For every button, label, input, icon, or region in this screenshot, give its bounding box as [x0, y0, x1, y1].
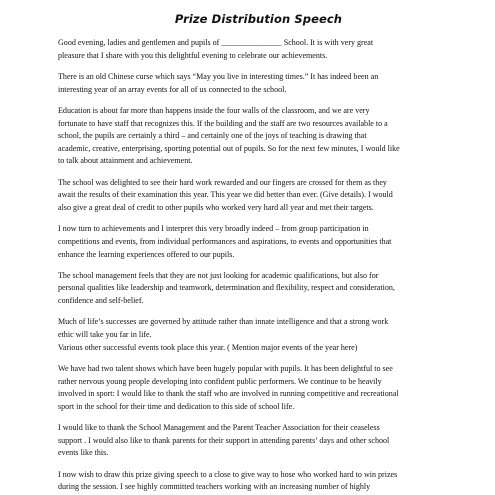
paragraph-line: I now wish to draw this prize giving speech to a close to give way to hose who worked hard to win prizes	[58, 469, 398, 479]
paragraph-line: school, the pupils are certainly a third – and certainly one of the joys of teaching is drawing that	[58, 131, 367, 141]
speech-paragraph	[58, 270, 459, 308]
paragraph-line: Good evening, ladies and gentlemen and pupils of _______________ School. It is with very great	[58, 38, 374, 47]
speech-paragraph	[58, 422, 459, 460]
paragraph-line: also give a great deal of credit to other pupils who worked very hard all year and met their targets.	[58, 202, 374, 212]
paragraph-line: I now turn to achievements and I interpret this very broadly indeed – from group participation in	[58, 224, 369, 234]
paragraph-line: during the session. I see highly committed teachers working with an increasing number of highly	[58, 482, 371, 492]
paragraph-line: sport in the school for their time and dedication to this side of school life.	[58, 401, 295, 411]
paragraph-line: competitions and events, from individual performances and aspirations, to events and opportunities that	[58, 236, 392, 246]
paragraph-line: The school management feels that they are not just looking for academic qualifications, but also for	[58, 270, 379, 280]
speech-paragraph	[58, 177, 459, 215]
paragraph-line: academic, creative, enterprising, sporting potential out of pupils. So for the next few minutes, I would like	[58, 143, 400, 153]
paragraph-line: The school was delighted to see their hard work rewarded and our fingers are crossed for them as they	[58, 177, 387, 187]
paragraph-line: enhance the learning experiences offered to our pupils.	[58, 249, 235, 259]
paragraph-line: I would like to thank the School Management and the Parent Teacher Association for their ceaseless	[58, 423, 380, 433]
paragraph-line: support . I would also like to thank parents for their support in attending parents’ days and other school	[58, 435, 390, 445]
paragraph-line: Much of life’s successes are governed by attitude rather than innate intelligence and that a strong work	[58, 317, 389, 327]
speech-paragraph	[58, 316, 459, 354]
paragraph-line: Education is about far more than happens inside the four walls of the classroom, and we are very	[58, 105, 370, 115]
speech-paragraph	[58, 71, 459, 96]
document-title: Prize Distribution Speech	[174, 12, 343, 26]
speech-body	[58, 37, 459, 494]
paragraph-line: rather nervous young people developing into confident public performers. We continue to be heavily	[58, 376, 382, 386]
paragraph-line: involved in sport: I would like to thank the staff who are involved in running competitive and recreational	[58, 389, 399, 399]
paragraph-line: events like this.	[58, 448, 109, 458]
paragraph-line: fortunate to have staff that recognizes this. If the building and the staff are two resources available to a	[58, 118, 388, 128]
paragraph-line: pleasure that I share with you this delightful evening to celebrate our achievements.	[58, 50, 328, 60]
paragraph-line: await the results of their examination this year. This year we did better than ever. (Give details). I would	[58, 190, 393, 200]
paragraph-line: Various other successful events took place this year. ( Mention major events of the year here)	[58, 342, 358, 352]
paragraph-line: personal qualities like leadership and teamwork, determination and flexibility, respect and consideration,	[58, 283, 395, 293]
speech-paragraph	[58, 37, 459, 62]
speech-paragraph	[58, 105, 459, 168]
paragraph-line: ethic will take you far in life.	[58, 330, 152, 340]
paragraph-line: There is an old Chinese curse which says “May you live in interesting times.” It has indeed been an	[58, 71, 379, 81]
paragraph-line: confidence and self-belief.	[58, 296, 144, 306]
paragraph-line: interesting year of an array events for all of us connected to the school.	[58, 84, 287, 94]
paragraph-line: to talk about attainment and achievement.	[58, 156, 193, 166]
speech-paragraph	[58, 223, 459, 261]
speech-paragraph	[58, 469, 459, 494]
speech-paragraph	[58, 363, 459, 413]
paragraph-line: We have had two talent shows which have been hugely popular with pupils. It has been delightful to see	[58, 364, 393, 374]
